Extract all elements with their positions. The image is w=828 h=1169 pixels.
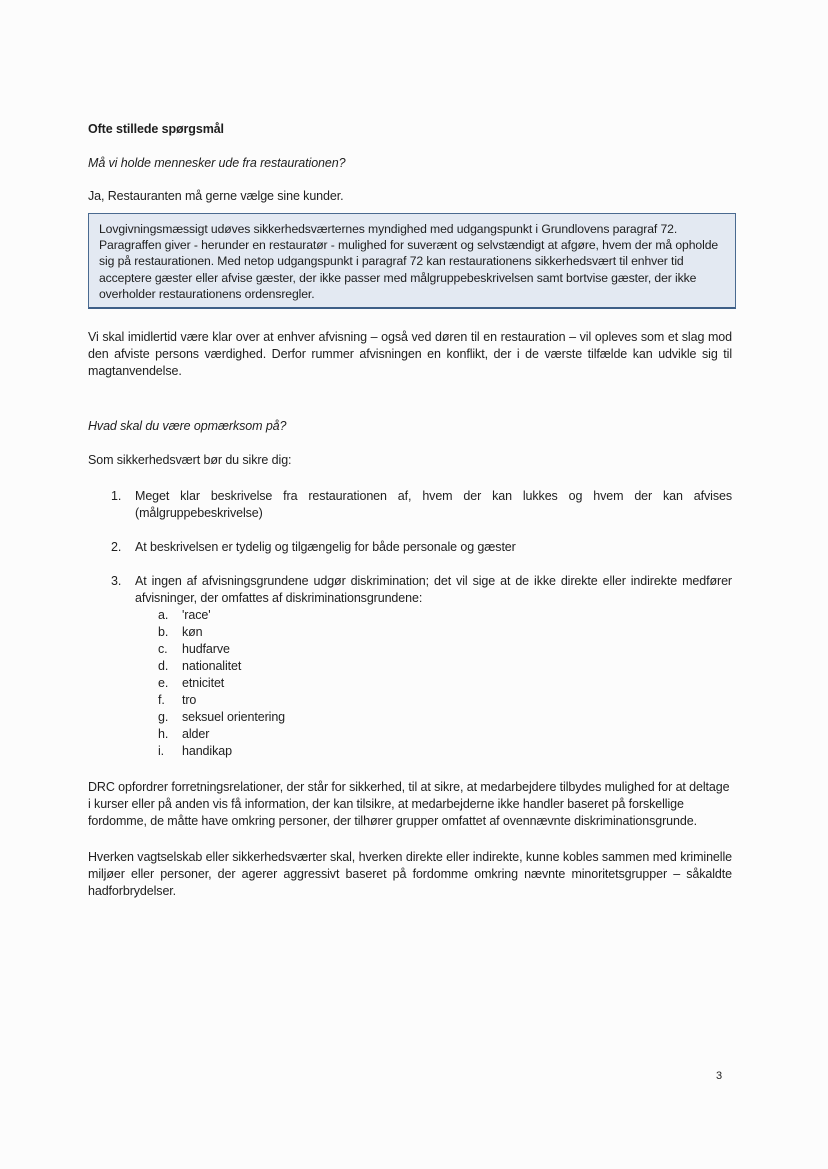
- ground-item: [135, 709, 732, 726]
- question-1: Må vi holde mennesker ude fra restaurationen?: [88, 156, 346, 170]
- ground-text: hudfarve: [182, 642, 230, 657]
- page-number: 3: [716, 1070, 723, 1082]
- ground-text: tro: [182, 693, 197, 708]
- ground-text: etnicitet: [182, 676, 225, 691]
- ground-letter: a.: [158, 608, 169, 623]
- ground-text: køn: [182, 625, 203, 640]
- ground-item: [135, 675, 732, 692]
- page-content: [88, 121, 732, 900]
- ground-text: 'race': [182, 608, 211, 623]
- answer-1: Ja, Restauranten må gerne vælge sine kunder.: [88, 189, 344, 203]
- ground-text: seksuel orientering: [182, 710, 286, 725]
- ground-letter: i.: [158, 744, 165, 759]
- paragraph-afvisning: Vi skal imidlertid være klar over at enhver afvisning – også ved døren til en restauration – vil opleves som et slag mod den afviste persons værdighed. Derfor rummer afvisningen en konflikt, der i de værste tilfælde kan udvikle sig til magtanvendelse.: [88, 330, 732, 379]
- list-number: 3.: [111, 574, 122, 589]
- ground-letter: b.: [158, 625, 169, 640]
- list-number: 1.: [111, 489, 122, 504]
- list-item: [88, 539, 732, 556]
- list-item-text: Meget klar beskrivelse fra restaurationen af, hvem der kan lukkes og hvem der kan afvises (målgruppebeskrivelse): [135, 489, 732, 521]
- paragraph-vagtselskab: Hverken vagtselskab eller sikkerhedsværter skal, hverken direkte eller indirekte, kunne kobles sammen med kriminelle miljøer eller personer, der agerer aggressivt baseret på fordomme omkring nævnte minoritetsgrupper – såkaldte hadforbrydelser.: [88, 850, 732, 899]
- ground-text: nationalitet: [182, 659, 242, 674]
- list-intro: Som sikkerhedsvært bør du sikre dig:: [88, 453, 292, 468]
- list-item: [88, 573, 732, 760]
- ground-item: [135, 641, 732, 658]
- requirements-list: [88, 488, 732, 760]
- ground-item: [135, 607, 732, 624]
- ground-letter: c.: [158, 642, 168, 657]
- section-heading: Ofte stillede spørgsmål: [88, 122, 224, 136]
- ground-item: [135, 692, 732, 709]
- list-item-text: At ingen af afvisningsgrundene udgør diskrimination; det vil sige at de ikke direkte eller indirekte medfører afvisninger, der omfattes af diskriminationsgrundene:: [135, 574, 732, 606]
- ground-letter: d.: [158, 659, 169, 674]
- info-box-text: Lovgivningsmæssigt udøves sikkerhedsværternes myndighed med udgangspunkt i Grundlovens paragraf 72. Paragraffen giver - herunder en restauratør - mulighed for suverænt og selvstændigt at afgøre, hvem der må opholde sig på restaurationen. Med netop udgangspunkt i paragraf 72 kan restaurationens sikkerhedsvært til enhver tid acceptere gæster eller afvise gæster, der ikke passer med målgruppebeskrivelsen samt bortvise gæster, der ikke overholder restaurationens ordensregler.: [99, 222, 719, 301]
- ground-letter: f.: [158, 693, 165, 708]
- list-item: [88, 488, 732, 522]
- ground-text: alder: [182, 727, 210, 742]
- ground-item: [135, 743, 732, 760]
- ground-item: [135, 726, 732, 743]
- question-2: Hvad skal du være opmærksom på?: [88, 419, 287, 434]
- ground-text: handikap: [182, 744, 232, 759]
- ground-item: [135, 624, 732, 641]
- ground-letter: h.: [158, 727, 169, 742]
- ground-letter: g.: [158, 710, 169, 725]
- paragraph-drc: DRC opfordrer forretningsrelationer, der står for sikkerhed, til at sikre, at medarbejdere tilbydes mulighed for at deltage i kurser eller på anden vis få information, der kan tilsikre, at medarbejderne ikke handler baseret på forskellige fordomme, de måtte have omkring personer, der tilhører grupper omfattet af ovennævnte diskriminationsgrunde.: [88, 780, 730, 829]
- discrimination-grounds-list: [135, 607, 732, 760]
- info-box: [88, 213, 736, 309]
- list-number: 2.: [111, 540, 122, 555]
- ground-letter: e.: [158, 676, 169, 691]
- ground-item: [135, 658, 732, 675]
- list-item-text: At beskrivelsen er tydelig og tilgængelig for både personale og gæster: [135, 540, 516, 555]
